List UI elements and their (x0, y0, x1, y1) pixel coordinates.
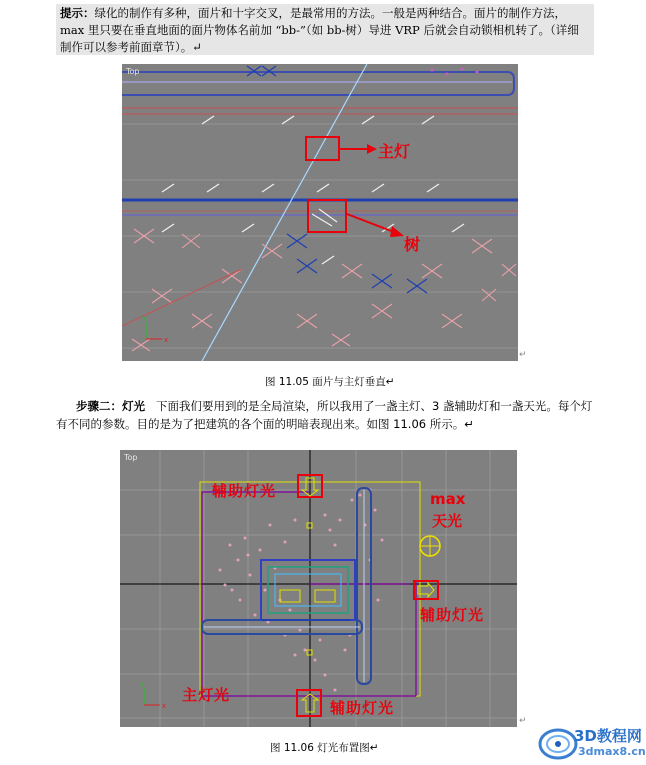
svg-text:y: y (142, 314, 147, 322)
label-main-light: 主灯光 (182, 686, 231, 704)
label-aux-light-top: 辅助灯光 (212, 482, 277, 500)
viewport-label: Top (126, 67, 140, 76)
return-mark: ↵ (519, 716, 527, 726)
viewport-label: Top (124, 453, 138, 462)
watermark-url: 3dmax8.cn (578, 745, 646, 758)
tip-label: 提示： (60, 6, 95, 20)
watermark-title: 3D教程网 (574, 727, 642, 745)
figure2-caption: 图 11.06 灯光布置图↵ (270, 742, 379, 754)
svg-text:y: y (140, 680, 145, 688)
tip-text: 绿化的制作有多种，面片和十字交叉，是最常用的方法。一般是两种结合。面片的制作方法，max 里只要在垂直地面的面片物体名前加 “bb-”（如 bb-树）导进 VRP 后就会自动锁相机转了。（详细制作可以参考前面章节）。↵ (60, 6, 579, 54)
svg-text:x: x (164, 336, 169, 344)
return-mark: ↵ (519, 350, 527, 360)
svg-text:x: x (162, 702, 167, 710)
callout-tree: 树 (404, 235, 421, 254)
step2-label: 步骤二：灯光 (76, 399, 145, 413)
label-aux-light-bottom: 辅助灯光 (330, 699, 395, 717)
step2-paragraph (56, 398, 596, 433)
label-max: max (430, 490, 466, 508)
figure1-drawing (122, 64, 518, 361)
tip-box (56, 4, 594, 55)
label-sky-light: 天光 (432, 512, 463, 530)
callout-main-light: 主灯 (378, 142, 411, 161)
step2-text: 下面我们要用到的是全局渲染，所以我用了一盏主灯、3 盏辅助灯和一盏天光。每个灯有不同的参数。目的是为了把建筑的各个面的明暗表现出来。如图 11.06 所示。↵ (56, 399, 593, 431)
figure1-caption: 图 11.05 面片与主灯垂直↵ (265, 376, 395, 388)
label-aux-light-right: 辅助灯光 (420, 606, 485, 624)
site-watermark (538, 722, 646, 765)
figure1-viewport (122, 64, 518, 361)
